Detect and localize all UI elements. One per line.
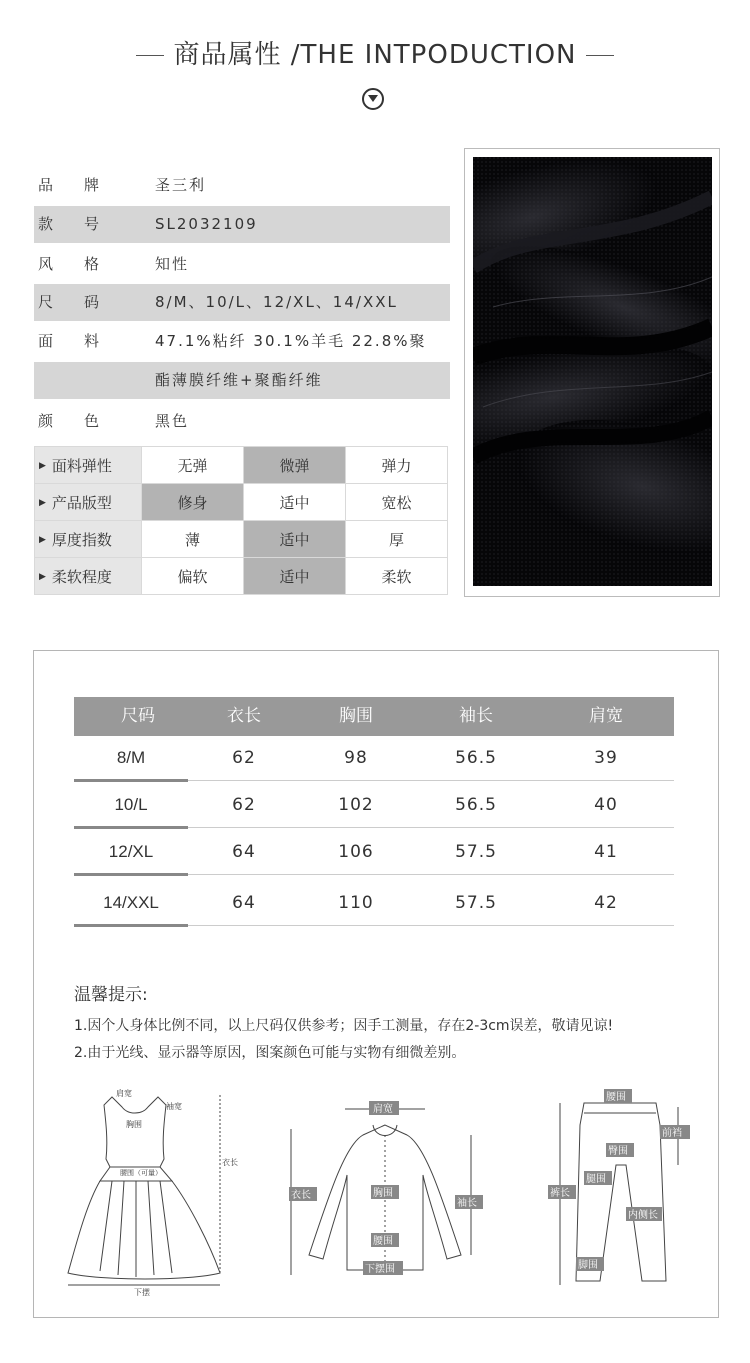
cell-chest: 110 [338, 893, 374, 913]
label-shirt-shoulder: 肩宽 [373, 1104, 393, 1115]
rating-label: ▶ 柔软程度 [35, 558, 142, 595]
label-shirt-sleeve: 袖长 [457, 1198, 477, 1209]
title-dash-left [136, 55, 164, 56]
row-divider [188, 780, 674, 781]
label-pants-length: 裤长 [550, 1188, 570, 1199]
cell-sleeve: 56.5 [455, 795, 497, 815]
label-dress-chest: 胸围 [126, 1120, 142, 1129]
attr-value: 圣三利 [155, 176, 207, 194]
label-pants-waist: 腰围 [606, 1092, 626, 1103]
header-shoulder: 肩宽 [589, 706, 623, 726]
cell-size: 8/M [116, 748, 146, 767]
cell-sleeve: 57.5 [455, 893, 497, 913]
note-line: 2.由于光线、显示器等原因，图案颜色可能与实物有细微差别。 [74, 1045, 466, 1061]
header-size: 尺码 [121, 706, 155, 726]
cell-chest: 98 [344, 748, 368, 768]
cell-size: 12/XL [108, 842, 154, 861]
rating-option-selected: 修身 [142, 484, 244, 521]
attr-value: 知性 [155, 255, 190, 273]
notes-title: 温馨提示: [74, 985, 148, 1005]
triangle-right-icon: ▶ [39, 461, 46, 471]
chevron-down-icon [362, 88, 384, 110]
title-dash-right [586, 55, 614, 56]
title-cn: 商品属性 [173, 40, 282, 70]
cell-sleeve: 56.5 [455, 748, 497, 768]
attr-key-char: 风 [38, 255, 54, 273]
fabric-photo [473, 157, 712, 586]
label-pants-inseam: 内侧长 [628, 1210, 658, 1221]
rating-option: 柔软 [346, 558, 448, 595]
cell-shoulder: 42 [594, 893, 618, 913]
table-row [74, 735, 674, 782]
attr-key-char: 面 [38, 332, 54, 350]
row-divider [188, 827, 674, 828]
attr-value-line2: 酯薄膜纤维+聚酯纤维 [155, 371, 323, 389]
size-table-header [74, 697, 674, 736]
attr-key-char: 料 [84, 332, 100, 350]
cell-length: 64 [232, 842, 256, 862]
attr-value: 黑色 [155, 412, 190, 430]
attr-key-char: 尺 [38, 293, 54, 311]
attr-row-fabric-cont [34, 362, 450, 399]
attr-row-brand [34, 167, 450, 204]
title-en: THE INTPODUCTION [300, 40, 577, 70]
header-chest: 胸围 [339, 706, 373, 726]
label-pants-front-rise: 前裆 [662, 1128, 682, 1139]
label-dress-hem: 下摆 [134, 1288, 150, 1297]
attr-value: 47.1%粘纤 30.1%羊毛 22.8%聚 [155, 332, 427, 350]
rating-row-elasticity [35, 447, 448, 484]
rating-row-thickness [35, 521, 448, 558]
rating-label: ▶ 厚度指数 [35, 521, 142, 558]
row-divider [74, 873, 188, 876]
rating-option-selected: 微弹 [244, 447, 346, 484]
cell-shoulder: 41 [594, 842, 618, 862]
attr-row-style-no [34, 206, 450, 243]
attr-key-char: 品 [38, 176, 54, 194]
triangle-right-icon: ▶ [39, 535, 46, 545]
triangle-right-icon: ▶ [39, 572, 46, 582]
attr-value: SL2032109 [155, 215, 258, 233]
label-shirt-waist: 腰围 [373, 1236, 393, 1247]
dress-diagram [60, 1085, 240, 1300]
rating-label: ▶ 产品版型 [35, 484, 142, 521]
attr-row-style [34, 246, 450, 283]
cell-shoulder: 40 [594, 795, 618, 815]
triangle-right-icon: ▶ [39, 498, 46, 508]
attr-value: 8/M、10/L、12/XL、14/XXL [155, 293, 398, 311]
attr-key-char: 号 [84, 215, 100, 233]
rating-option: 无弹 [142, 447, 244, 484]
cell-shoulder: 39 [594, 748, 618, 768]
label-dress-waist: 腰围（可量） [120, 1169, 162, 1177]
rating-option-selected: 适中 [244, 521, 346, 558]
attr-key-char: 颜 [38, 412, 54, 430]
rating-option: 厚 [346, 521, 448, 558]
row-divider [74, 924, 188, 927]
rating-option: 弹力 [346, 447, 448, 484]
cell-length: 62 [232, 795, 256, 815]
attr-row-color [34, 403, 450, 440]
attr-row-size [34, 284, 450, 321]
shirt-diagram [285, 1095, 495, 1280]
cell-chest: 106 [338, 842, 374, 862]
table-row [74, 782, 674, 829]
rating-option: 适中 [244, 484, 346, 521]
label-dress-length: 衣长 [222, 1158, 238, 1167]
attr-key-char: 色 [84, 412, 100, 430]
table-row [74, 829, 674, 876]
row-divider [188, 874, 674, 875]
label-dress-shoulder: 肩宽 [116, 1089, 132, 1098]
attr-row-fabric [34, 323, 450, 360]
section-title [0, 34, 750, 71]
cell-length: 64 [232, 893, 256, 913]
label-pants-leg-opening: 脚围 [578, 1260, 598, 1271]
attr-key-char: 款 [38, 215, 54, 233]
label-dress-sleeve: 袖宽 [166, 1102, 182, 1111]
title-separator: / [290, 40, 301, 70]
rating-option: 宽松 [346, 484, 448, 521]
attr-key-char: 格 [84, 255, 100, 273]
note-line: 1.因个人身体比例不同，以上尺码仅供参考；因手工测量，存在2-3cm误差，敬请见谅! [74, 1018, 614, 1034]
rating-grid [34, 446, 448, 595]
label-shirt-chest: 胸围 [373, 1188, 393, 1199]
cell-size: 10/L [114, 795, 148, 814]
label-pants-hip: 臀围 [608, 1146, 628, 1157]
header-length: 衣长 [227, 706, 261, 726]
rating-option: 偏软 [142, 558, 244, 595]
header-sleeve: 袖长 [459, 706, 493, 726]
row-divider [188, 925, 674, 926]
cell-sleeve: 57.5 [455, 842, 497, 862]
rating-row-fit [35, 484, 448, 521]
pants-diagram [546, 1085, 696, 1295]
rating-label: ▶ 面料弹性 [35, 447, 142, 484]
label-shirt-hem: 下摆围 [365, 1264, 395, 1275]
cell-chest: 102 [338, 795, 374, 815]
cell-length: 62 [232, 748, 256, 768]
label-shirt-length: 衣长 [291, 1190, 311, 1201]
rating-option: 薄 [142, 521, 244, 558]
cell-size: 14/XXL [103, 893, 159, 912]
rating-row-softness [35, 558, 448, 595]
attr-key-char: 码 [84, 293, 100, 311]
table-row [74, 880, 674, 927]
label-pants-thigh: 腿围 [586, 1174, 606, 1185]
attr-key-char: 牌 [84, 176, 100, 194]
rating-option-selected: 适中 [244, 558, 346, 595]
